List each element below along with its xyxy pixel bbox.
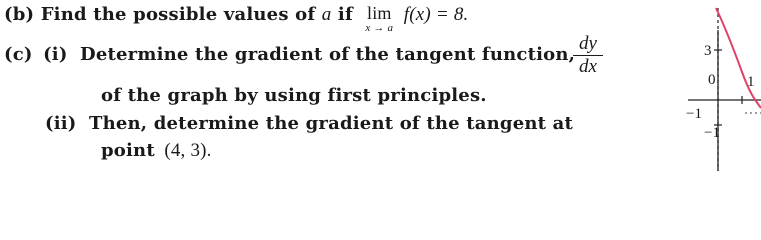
graph-curve xyxy=(716,8,761,108)
lim-subscript: x → a xyxy=(365,22,394,34)
limit-expression: f(x) = 8. xyxy=(403,4,469,25)
question-c-ii-text: Then, determine the gradient of the tangent at xyxy=(88,113,573,134)
fraction-numerator: dy xyxy=(579,33,597,54)
question-b-text: Find the possible values of xyxy=(40,4,316,25)
question-b-label: (b) xyxy=(4,4,35,25)
label-3: 3 xyxy=(704,43,712,59)
label-1: 1 xyxy=(747,74,755,90)
label-0: 0 xyxy=(708,72,716,88)
fraction-denominator: dx xyxy=(579,56,597,77)
variable-a: a xyxy=(321,4,332,25)
question-c-ii-label: (ii) xyxy=(45,113,77,134)
lim-word: lim xyxy=(367,3,392,23)
question-c-i-text: Determine the gradient of the tangent function, xyxy=(80,44,576,65)
if-word: if xyxy=(337,4,353,25)
question-c-i-label: (i) xyxy=(43,44,68,65)
question-c-label: (c) xyxy=(4,44,33,65)
point-word: point xyxy=(101,140,155,161)
label-neg1-bottom: −1 xyxy=(704,125,720,141)
label-neg1-left: −1 xyxy=(686,106,702,122)
question-c-i-text-2: of the graph by using first principles. xyxy=(101,85,487,106)
point-coordinates: (4, 3). xyxy=(164,140,212,161)
